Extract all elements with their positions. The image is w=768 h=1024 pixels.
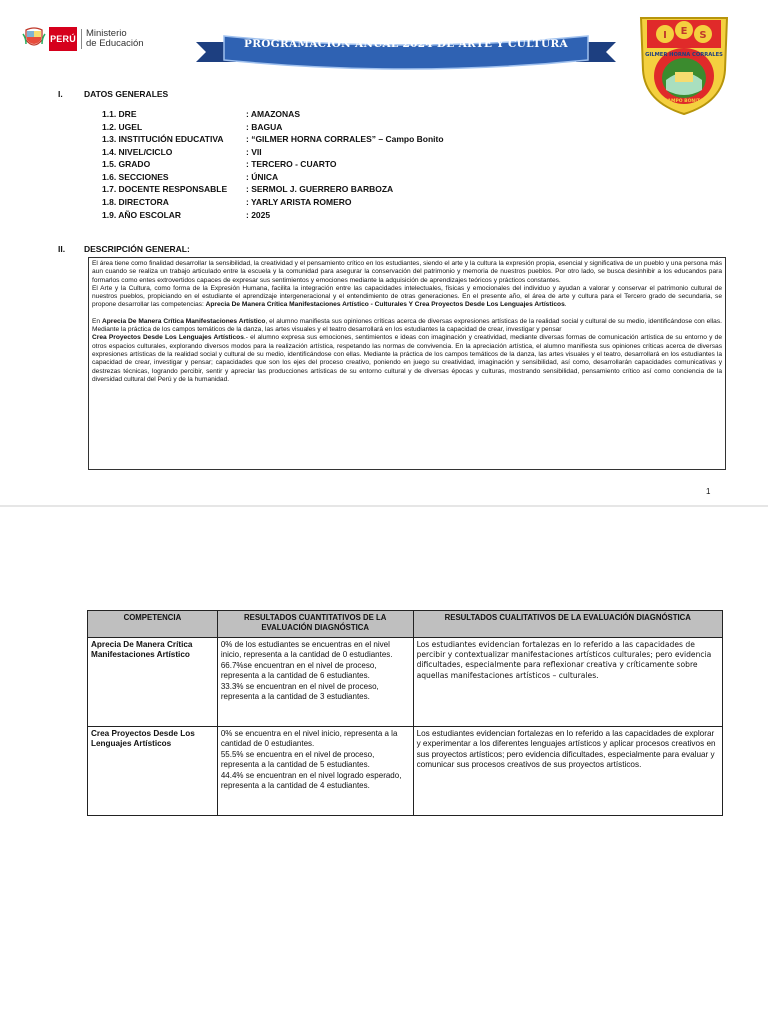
crest-letter-s: S	[699, 30, 707, 41]
p4-text: .- el alumno expresa sus emociones, sentimientos e ideas con imaginación y creatividad, mediante diversas formas de comunicación artística de su entorno y de otros espacios culturales, explorando diversos modos para la realización artística, respetando las normas de convivencia. En la apreciación artística, el alumno manifiesta sus opiniones críticas acerca de diversas expresiones artísticas de la realidad social y cultural de su medio, identificándose con ellas. Mediante la práctica de los campos temáticos de la danza, las artes visuales y el teatro, desarrollará en los estudiantes la capacidad de crear, investigar y pensar; capacidades que son los ejes del proceso creativo, poniendo en juego su creatividad, imaginación y sensibilidad, así como, desarrollarán capacidades comunicativas y destrezas técnicas, logrando percibir, sentir y apreciar las producciones artísticas de su entorno cultural y de diversas épocas y culturas, mostrando sensibilidad, pensamiento crítico así como conciencia de la diversidad cultural del Perú y de la humanidad.	[92, 334, 722, 383]
header-cualitativos: RESULTADOS CUALITATIVOS DE LA EVALUACIÓN DIAGNÓSTICA	[413, 611, 722, 638]
data-row-value: : 2025	[246, 210, 271, 220]
description-paragraph-4	[92, 334, 722, 384]
data-row-key: 1.8. DIRECTORA	[102, 197, 169, 207]
section-1-title: DATOS GENERALES	[84, 89, 169, 99]
p2-text: El Arte y la Cultura, como forma de la Expresión Humana, facilita la integración entre las capacidades intelectuales, físicas y emocionales del individuo y ayudan a valorar y conservar el patrimonio cultural de nuestros pueblos, propiciando en el estudiante el aprendizaje intergeneracional y el entendimiento de otras generaciones. En el presente año, el área de arte y cultura para el Tercero grado de secundaria, se propone desarrollar las competencias:	[92, 284, 722, 309]
description-paragraph-2	[92, 285, 722, 310]
table-header-row	[88, 611, 723, 638]
crest-letter-e: E	[680, 26, 688, 37]
data-row-value: : BAGUA	[246, 122, 283, 132]
page-number: 1	[706, 487, 711, 496]
data-row-key: 1.3. INSTITUCIÓN EDUCATIVA	[102, 134, 224, 144]
section-2-number: II.	[58, 244, 66, 254]
data-row-key: 1.9. AÑO ESCOLAR	[102, 210, 182, 220]
document-page-1	[0, 0, 768, 505]
document-title: PROGRAMACIÓN ANUAL 2024 DE ARTE Y CULTURA	[244, 38, 568, 50]
ministry-line-1: Ministerio	[86, 28, 127, 39]
peru-coat-of-arms-icon	[22, 26, 46, 52]
cell-competencia: Crea Proyectos Desde Los Lenguajes Artísticos	[88, 727, 218, 816]
data-row-key: 1.5. GRADO	[102, 159, 151, 169]
p3-bold: Aprecia De Manera Crítica Manifestaciones Artístico	[101, 317, 266, 325]
data-row-key: 1.4. NIVEL/CICLO	[102, 147, 173, 157]
peru-label: PERÚ	[49, 27, 77, 51]
table-row	[88, 638, 723, 727]
header-cuantitativos: RESULTADOS CUANTITATIVOS DE LA EVALUACIÓN DIAGNÓSTICA	[217, 611, 413, 638]
cell-cualitativos: Los estudiantes evidencian fortalezas en lo referido a las capacidades de explorar y experimentar a los diferentes lenguajes artísticos y aplicar procesos creativos en sus proyectos artísticos; pero evidencia dificultades, especialmente para evaluar y comunicar sus procesos creativos de sus proyectos artísticos.	[413, 727, 722, 816]
cell-cualitativos: Los estudiantes evidencian fortalezas en lo referido a las capacidades de percibir y contextualizar manifestaciones artísticos culturales; pero evidencia dificultades, especialmente para reflexionar creativa y críticamente sobre aquellas manifestaciones artísticos – culturales.	[413, 638, 722, 727]
p3-text: , el alumno manifiesta sus opiniones críticas acerca de diversas expresiones artísticas de la realidad social y cultural de su medio, identificándose con ellas. Mediante la práctica de los campos temáticos de la danza, las artes visuales y el teatro desarrollará en los estudiantes la capacidad de crear, investigar y pensar	[92, 317, 722, 334]
data-row-key: 1.2. UGEL	[102, 122, 143, 132]
description-paragraph-1: El área tiene como finalidad desarrollar la sensibilidad, la creatividad y el pensamiento crítico en los estudiantes, siendo el arte y la cultura la expresión propia, esencial y significativa de un pueblo y una persona más aun cuando se realiza un trabajo articulado entre la escuela y la comunidad para asegurar la conservación del patrimonio y memoria de nuestros pueblos. Por otro lado, se busca desinhibir a los educandos para formarlos como entes extrovertidos capaces de expresar sus sentimientos y emociones mediante la adquisición de aprendizajes teóricos y prácticos constantes.	[92, 260, 722, 284]
p4-bold: Crea Proyectos Desde Los Lenguajes Artísticos	[92, 334, 244, 342]
crest-base-text: CAMPO BONITO	[664, 99, 704, 104]
p2-bold: Aprecia De Manera Crítica Manifestaciones Artístico - Culturales Y Crea Proyectos Desde Los Lenguajes Artísticos	[205, 301, 565, 309]
data-row-value: : TERCERO - CUARTO	[246, 159, 337, 169]
cell-cuantitativos: 0% de los estudiantes se encuentras en el nivel inicio, representa a la cantidad de 0 estudiantes. 66.7%se encuentran en el nivel de proceso, representa a la cantidad de 6 estudiantes. 33.3% se encuentran en el nivel de proceso, representa a la cantidad de 3 estudiantes.	[217, 638, 413, 727]
ministry-logo	[22, 24, 144, 54]
ministry-line-2: de Educación	[86, 38, 144, 49]
data-row-value: : ÚNICA	[246, 172, 279, 182]
header-competencia: COMPETENCIA	[88, 611, 218, 638]
cell-competencia: Aprecia De Manera Crítica Manifestaciones Artístico	[88, 638, 218, 727]
section-2-title: DESCRIPCIÓN GENERAL:	[84, 244, 190, 254]
title-banner	[196, 24, 616, 84]
data-row-value: : VII	[246, 147, 262, 157]
school-crest-icon	[635, 10, 733, 116]
description-box	[88, 257, 726, 470]
data-row-value: : SERMOL J. GUERRERO BARBOZA	[246, 184, 394, 194]
crest-letter-i: I	[663, 30, 667, 41]
section-1-number: I.	[58, 89, 63, 99]
p3-pre: En	[92, 317, 102, 325]
data-row-key: 1.6. SECCIONES	[102, 172, 169, 182]
data-row-value: : AMAZONAS	[246, 109, 300, 119]
paragraph-spacer	[92, 310, 722, 318]
data-row-value: : YARLY ARISTA ROMERO	[246, 197, 352, 207]
data-row-key: 1.7. DOCENTE RESPONSABLE	[102, 184, 228, 194]
p2-end: .	[564, 301, 567, 309]
table-row	[88, 727, 723, 816]
data-row-key: 1.1. DRE	[102, 109, 137, 119]
ministry-name	[81, 29, 144, 49]
crest-ring-text: GILMER HORNA CORRALES	[645, 52, 723, 58]
cell-cuantitativos: 0% se encuentra en el nivel inicio, representa a la cantidad de 0 estudiantes. 55.5% se encuentra en el nivel de proceso, representa a la cantidad de 5 estudiantes. 44.4% se encuentran en el nivel logrado esperado, representa a la cantidad de 4 estudiantes.	[217, 727, 413, 816]
data-row-value: : “GILMER HORNA CORRALES” – Campo Bonito	[246, 134, 444, 144]
diagnostic-table	[87, 610, 723, 816]
description-paragraph-3	[92, 318, 722, 335]
